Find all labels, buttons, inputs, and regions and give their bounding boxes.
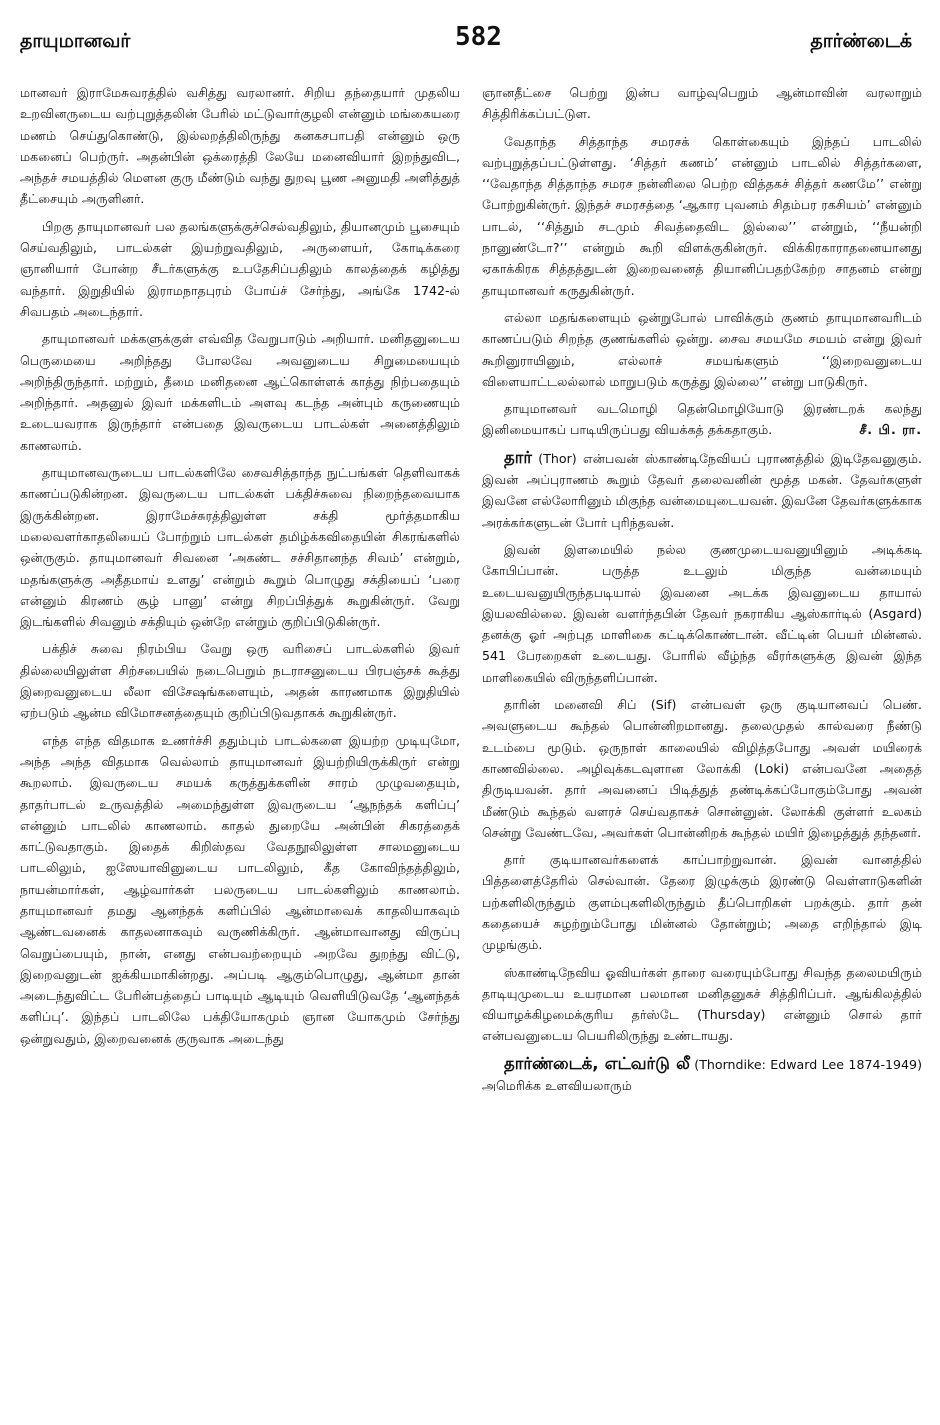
page-number: 582: [455, 22, 502, 52]
paragraph: ஸ்காண்டிநேவிய ஓவியர்கள் தாரை வரையும்போது சிவந்த தலைமயிரும் தாடியுமுடைய உயரமான பலமான மனிதனுகச் சித்திரிப்பர். ஆங்கிலத்தில் வியாழக்கிழமைக்குரிய தர்ஸ்டே (Thursday) என்னும் சொல் தார் என்பவனுடைய பெயரிலிருந்து உண்டாயது.: [482, 964, 922, 1044]
entry-text: (Thorndike: Edward Lee 1874-1949) அமெரிக்க உளவியலாரும்: [482, 1056, 922, 1094]
paragraph: தாயுமானவர் மக்களுக்குள் எவ்வித வேறுபாடும் அறியார். மனிதனுடைய பெருமையை அறிந்தது போலவே அவனுடைய சிறுமையையும் அறிந்திருந்தார். மற்றும், தீமை மனிதனை ஆட்கொள்ளக் காத்து நிற்பதையும் அறிந்தார். அதனுல் இவர் மக்களிடம் அளவு கடந்த அன்பும் கருணையும் உடையவராக இருந்தார் என்பதை இவருடைய பாடல்கள் அனைத்திலும் காணலாம்.: [20, 331, 460, 453]
page-header: [0, 0, 940, 70]
entry-headword: தார்ண்டைக், எட்வர்டு லீ: [504, 1053, 690, 1073]
left-column: [20, 82, 460, 1055]
entry-headword: தார்: [504, 447, 532, 467]
paragraph: எல்லா மதங்களையும் ஒன்றுபோல் பாவிக்கும் குணம் தாயுமானவரிடம் காணப்படும் சிறந்த குணங்களில் ஒன்று. சைவ சமயமே சமயம் என்று இவர் கூறினுராயினும், எல்லாச் சமயங்களும் ‘‘இறைவனுடைய விளையாட்டலல்லால் மாறுபடும் கருத்து இல்லை’’ என்று பாடுகிருர்.: [482, 309, 922, 389]
entry-text: (Thor) என்பவன் ஸ்காண்டிநேவியப் புராணத்தில் இடிதேவனுகும். இவன் அப்புராணம் கூறும் தேவர் தலைவனின் மூத்த மகன். தேவர்களுள் இவனே எல்லோரினும் மிகுந்த வன்மையுடையவன். இவனே தேவர்களுக்காக அரக்கர்களுடன் போர் புரிந்தவன்.: [482, 450, 922, 530]
paragraph: தாயுமானவருடைய பாடல்களிலே சைவசித்தாந்த நுட்பங்கள் தெளிவாகக் காணப்படுகின்றன. இவருடைய பாடல்கள் பக்திச்சுவை நிறைந்தவையாக இருக்கின்றன. இராமேச்சுரத்திலுள்ள சக்தி மூர்த்தமாகிய மலைவளர்காதலியைப் போற்றும் பாடல்கள் தமிழ்க்கவிதையின் சிகரங்களில் ஒன்ருகும். தாயுமானவர் சிவனை ‘அகண்ட சச்சிதானந்த சிவம்’ என்றும், மதங்களுக்கு அதீதமாய் உளது’ என்றும் கூறும் பொழுது சக்தியைப் ‘பரை என்னும் கிரணம் சூழ் பானு’ என்று சிறப்பித்துக் கூறுகின்ருர். வேறு இடங்களில் சிவனும் சக்தியும் ஒன்றே என்றும் குறிப்பிடுகின்ருர்.: [20, 465, 460, 630]
paragraph: தாரின் மனைவி சிப் (Sif) என்பவள் ஒரு குடியானவப் பெண். அவளுடைய கூந்தல் பொன்னிறமானது. தலைமுதல் கால்வரை நீண்டு உடம்பை மூடும். ஒருநாள் காலையில் விழித்தபோது அவள் மயிரைக் காணவில்லை. அழிவுக்கடவுளான லோக்கி (Loki) என்பவனே அதைத் திருடியவன். தார் அவனைப் பிடித்துத் தண்டிக்கப்போகும்போது அவன் மீண்டும் கூந்தல் வளரச் செய்வதாகச் சொன்னுன். லோக்கி குள்ளர் உலகம் சென்று வேண்டவே, அவர்கள் பொன்னிறக் கூந்தல் மயிர் இழைத்துத் தந்தனர்.: [482, 697, 922, 840]
author-signature: சீ. பி. ரா.: [859, 422, 922, 438]
paragraph: எந்த எந்த விதமாக உணர்ச்சி ததும்பும் பாடல்களை இயற்ற முடியுமோ, அந்த அந்த விதமாக வெல்லாம் தாயுமானவர் இயற்றியிருக்கிருர் என்று கூறலாம். இவருடைய சமயக் கருத்துக்களின் சாரம் முழுவதையும், தாதர்பாடல் உருவத்தில் அமைந்துள்ள இவருடைய ‘ஆநந்தக் களிப்பு’ என்னும் பாடலில் காணலாம். காதல் துறையே அன்பின் சிகரத்தைக் காட்டுவதாகும். இதைக் கிறிஸ்தவ வேதநூலிலுள்ள சாலமனுடைய பாடலிலும், ஐஸேயாவினுடைய பாடலிலும், கீத கோவிந்தத்திலும், நாயன்மார்கள், ஆழ்வார்கள் பலருடைய பாடல்களிலும் காணலாம். தாயுமானவர் தமது ஆனந்தக் களிப்பில் ஆன்மாவைக் காதலியாகவும் ஆண்டவனைக் காதலனாகவும் வருணிக்கிருர். ஆன்மாவானது விருப்பு வெறுப்பையும், நான், எனது என்பவற்றையும் அறவே துறந்து விட்டு, இறைவனுடன் ஐக்கியமாகின்றது. அப்படி ஆகும்பொழுது, ஆன்மா தான் அடைந்துவிட்ட பேரின்பத்தைப் பாடியும் ஆடியும் வெளியிடுவதே ‘ஆனந்தக் களிப்பு’. இந்தப் பாடலிலே பக்தியோகமும் ஞான யோகமும் சேர்ந்து ஒன்றுவதும், இறைவனைக் குருவாக அடைந்து: [20, 732, 460, 1046]
running-head-left: தாயுமானவர்: [20, 30, 131, 52]
paragraph: பிறகு தாயுமானவர் பல தலங்களுக்குச்செல்வதிலும், தியானமும் பூசையும் செய்வதிலும், பாடல்கள் இயற்றுவதிலும், அருளையர், கோடிக்கரை ஞானியார் போன்ற சீடர்களுக்கு உபதேசிப்பதிலும் காலத்தைக் கழித்து வந்தார். இறுதியில் இராமநாதபுரம் போய்ச் சேர்ந்து, அங்கே 1742-ல் சிவபதம் அடைந்தார்.: [20, 218, 460, 319]
entry-thor: [482, 447, 922, 533]
paragraph: ஞானதீட்சை பெற்று இன்ப வாழ்வுபெறும் ஆன்மாவின் வரலாறும் சித்திரிக்கப்பட்டுள.: [482, 85, 922, 122]
paragraph: இவன் இளமையில் நல்ல குணமுடையவனுயினும் அடிக்கடி கோபிப்பான். பருத்த உடலும் மிகுந்த வன்மையும் உடையவனுயிருந்தபடியால் இவனை அடக்க இவனுடைய தாயால் இயலவில்லை. இவன் வளர்ந்தபின் தேவர் நகராகிய ஆஸ்கார்டில் (Asgard) தனக்கு ஓர் அற்புத மாளிகை கட்டிக்கொண்டான். வீட்டின் பெயர் மின்னல். 541 பேரறைகள் உடையது. போரில் வீழ்ந்த வீரர்களுக்கு இவன் இந்த மாளிகையில் விருந்தளிப்பான்.: [482, 541, 922, 685]
paragraph: வேதாந்த சித்தாந்த சமரசக் கொள்கையும் இந்தப் பாடலில் வற்புறுத்தப்பட்டுள்ளது. ‘சித்தர் கணம்’ என்னும் பாடலில் சித்தர்களை, ‘‘வேதாந்த சித்தாந்த சமரச நன்னிலை பெற்ற வித்தகச் சித்தர் கணமே’’ என்று போற்றுகின்ருர். இந்தச் சமரசத்தை ‘ஆகார புவனம் சிதம்பர ரகசியம்’ என்னும் பாடல், ‘‘சித்தும் சடமும் சிவத்தைவிட இல்லை’’ என்றும், ‘‘நீயன்றி நானுண்டோ?’’ என்றும் கூறி விளக்குகின்ருர். விக்கிரகாராதனையானது ஏகாக்கிரக சித்தத்துடன் இறைவனைத் தியானிப்பதற்கேற்ற சாதனம் என்று தாயுமானவர் கருதுகின்ருர்.: [482, 133, 922, 298]
paragraph-text: தாயுமானவர் வடமொழி தென்மொழியோடு இரண்டறக் கலந்து இனிமையாகப் பாடியிருப்பது வியக்கத் தக்கதாகும்.: [482, 401, 922, 438]
entry-thorndike: [482, 1053, 922, 1097]
paragraph: பக்திச் சுவை நிரம்பிய வேறு ஒரு வரிசைப் பாடல்களில் இவர் தில்லையிலுள்ள சிற்சபையில் நடைபெறும் நடராசனுடைய பிரபஞ்சக் கூத்து இறைவனுடைய லீலா விசேஷங்களையும், அதன் காரணமாக இறுதியில் ஏற்படும் ஆன்ம விமோசனத்தையும் குறிப்பிடுவதாகக் கூறுகின்ருர்.: [20, 641, 460, 721]
running-head-right: தார்ண்டைக்: [810, 30, 912, 52]
right-column: [482, 82, 922, 1102]
paragraph: தார் குடியானவர்களைக் காப்பாற்றுவான். இவன் வானத்தில் பித்தளைத்தேரில் செல்வான். தேரை இழுக்கும் இரண்டு வெள்ளாடுகளின் பற்களிலிருந்தும் குளம்புகளிலிருந்தும் தீப்பொறிகள் பறக்கும். தார் தன் கதையைச் சுழற்றும்போது மின்னல் தோன்றும்; அதை எறிந்தால் இடி முழங்கும்.: [482, 852, 922, 953]
paragraph: [482, 398, 922, 441]
paragraph: மானவர் இராமேசுவரத்தில் வசித்து வரலானர். சிறிய தந்தையார் முதலிய உறவினருடைய வற்புறுத்தலின் பேரில் மட்டுவார்குழலி என்னும் மங்கையரை மணம் செய்துகொண்டு, இல்லறத்திலிருந்து கனகசபாபதி என்னும் ஒரு மகனைப் பெற்ருர். அதன்பின் ஒக்ரைத்தி லேயே மனைவியார் இறந்துவிட, அந்தச் சமயத்தில் மௌன குரு மீண்டும் வந்து துறவு பூண அனுமதி அளித்துத் தீட்சையும் அருளினர்.: [20, 85, 460, 207]
